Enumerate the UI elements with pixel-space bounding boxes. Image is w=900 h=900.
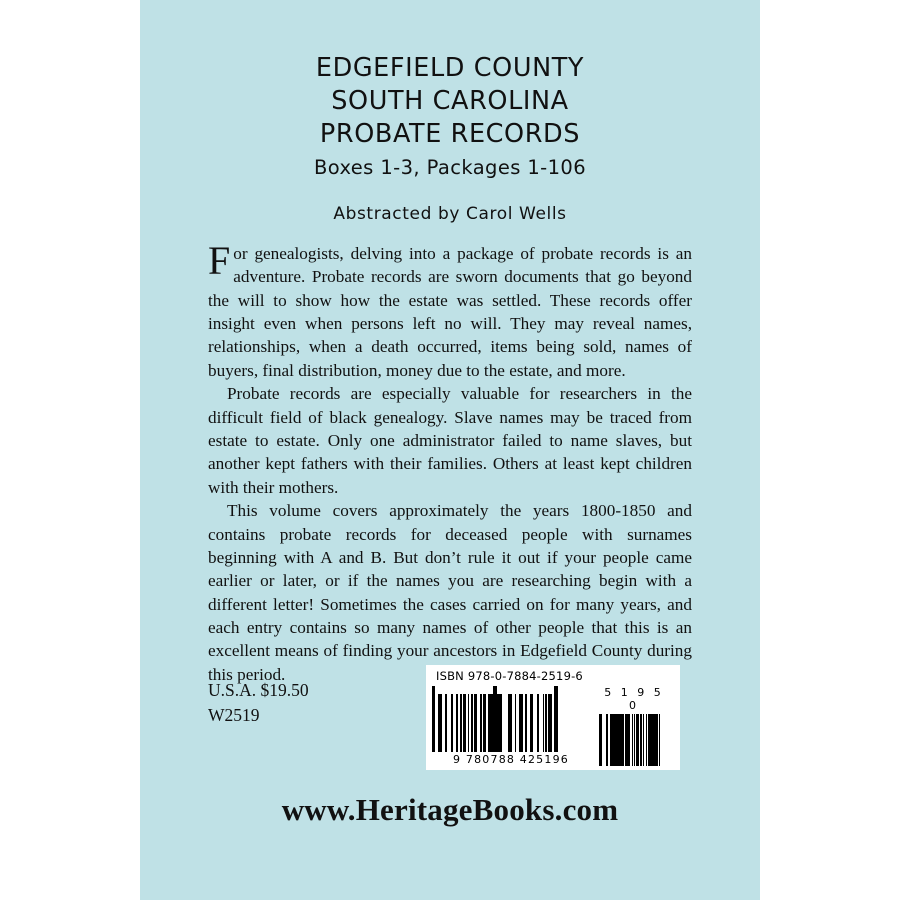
book-back-cover	[140, 0, 760, 900]
barcode-addon	[598, 686, 670, 766]
barcode-main-bars	[432, 686, 590, 752]
description-text	[208, 237, 692, 686]
barcode-main	[432, 686, 590, 766]
paragraph-1	[208, 237, 692, 382]
price-block	[208, 678, 309, 729]
isbn-text: ISBN 978-0-7884-2519-6	[436, 669, 583, 683]
title-line-1: EDGEFIELD COUNTY	[315, 53, 585, 83]
barcode-addon-bars	[598, 714, 670, 766]
barcode-area	[426, 665, 680, 770]
item-code: W2519	[208, 705, 260, 726]
paragraph-1-text: or genealogists, delving into a package of probate records is an adventure. Probate records are sworn documents that go beyond the will to show how the estate was settled. These records offer insight even when persons left no will. They may reveal names, relationships, when a death occurred, items being sold, names of buyers, final distribution, money due to the estate, and more.	[208, 243, 692, 380]
subtitle: Boxes 1-3, Packages 1-106	[313, 156, 587, 180]
paragraph-2: Probate records are especially valuable for researchers in the difficult field of black genealogy. Slave names may be traced from estate to estate. Only one administrator failed to name slaves, but another kept fathers with their families. Others at least kept children with their mothers.	[208, 384, 692, 497]
title-block	[208, 0, 692, 224]
drop-cap: F	[208, 237, 231, 283]
paragraph-3: This volume covers approximately the years 1800-1850 and contains probate records for deceased people with surnames beginning with A and B. But don’t rule it out if your people came earlier or later, or if the names you are researching begin with a different letter! Sometimes the cases carried on for many years, and each entry contains so many names of other people that this is an excellent means of finding your ancestors in Edgefield County during this period.	[208, 501, 692, 684]
title-line-2: SOUTH CAROLINA	[331, 86, 569, 117]
price: U.S.A. $19.50	[208, 680, 309, 700]
barcode-main-digits: 9 780788 425196	[453, 753, 569, 766]
barcode-addon-digits: 5 1 9 5 0	[604, 686, 664, 712]
publisher-website[interactable]: www.HeritageBooks.com	[281, 792, 619, 827]
author-credit: Abstracted by Carol Wells	[333, 203, 567, 224]
title-line-3: PROBATE RECORDS	[319, 119, 581, 150]
